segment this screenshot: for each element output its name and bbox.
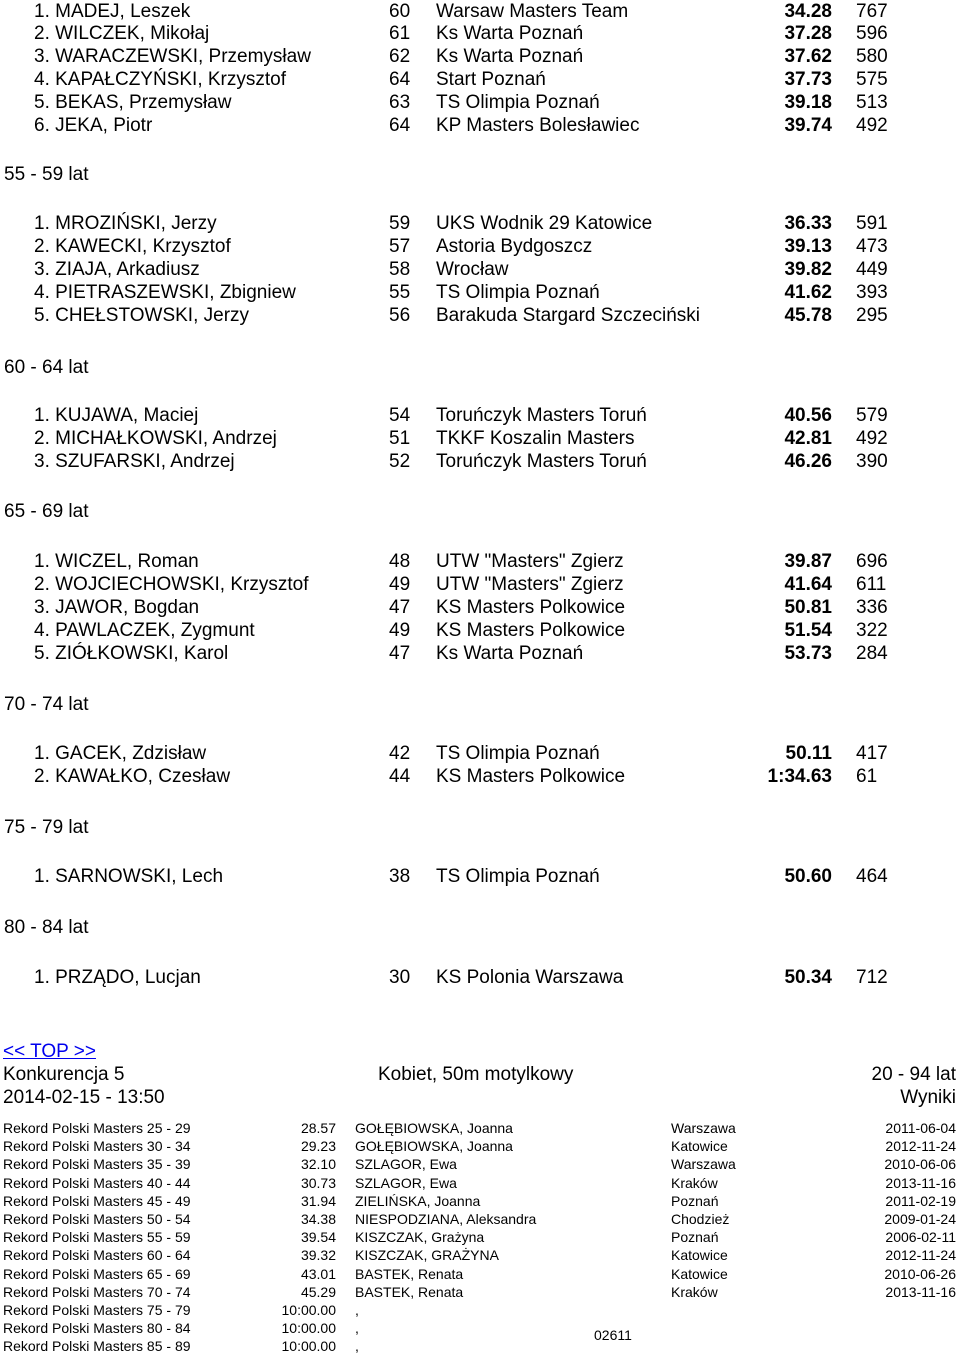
record-label: Rekord Polski Masters 80 - 84	[3, 1320, 191, 1337]
event-datetime: 2014-02-15 - 13:50	[3, 1087, 165, 1108]
record-date: 2013-11-16	[885, 1283, 956, 1300]
swimmer-time: 50.34	[784, 967, 832, 988]
record-city: Warszawa	[671, 1120, 736, 1136]
swimmer-club: KS Masters Polkowice	[436, 597, 626, 618]
swimmer-age: 59	[389, 213, 411, 234]
swimmer-name: 2. KAWAŁKO, Czesław	[34, 766, 231, 787]
swimmer-time: 34.28	[784, 1, 832, 22]
result-row	[0, 966, 960, 990]
record-label: Rekord Polski Masters 35 - 39	[3, 1156, 191, 1173]
swimmer-name: 5. BEKAS, Przemysław	[34, 92, 232, 113]
record-label: Rekord Polski Masters 45 - 49	[3, 1192, 191, 1209]
swimmer-time: 37.73	[784, 69, 832, 90]
age-group-label: 80 - 84 lat	[4, 917, 89, 938]
result-row	[0, 642, 960, 666]
swimmer-age: 58	[389, 259, 411, 280]
swimmer-points: 393	[856, 282, 888, 303]
record-row	[0, 1319, 960, 1337]
swimmer-name: 1. KUJAWA, Maciej	[34, 405, 199, 426]
swimmer-time: 45.78	[784, 305, 832, 326]
record-holder: ,	[355, 1302, 359, 1318]
record-holder: GOŁĘBIOWSKA, Joanna	[355, 1138, 513, 1155]
swimmer-points: 712	[856, 967, 888, 988]
swimmer-time: 39.18	[784, 92, 832, 113]
event-age-range: 20 - 94 lat	[871, 1064, 956, 1085]
record-holder: BASTEK, Renata	[355, 1265, 464, 1282]
swimmer-age: 49	[389, 574, 411, 595]
swimmer-age: 47	[389, 643, 411, 664]
result-row	[0, 114, 960, 138]
swimmer-age: 42	[389, 743, 411, 764]
swimmer-age: 52	[389, 451, 411, 472]
record-holder: BASTEK, Renata	[355, 1283, 464, 1300]
swimmer-club: KP Masters Bolesławiec	[436, 115, 640, 136]
swimmer-points: 464	[856, 866, 888, 887]
swimmer-points: 575	[856, 69, 888, 90]
swimmer-name: 2. WILCZEK, Mikołaj	[34, 23, 210, 44]
swimmer-club: Toruńczyk Masters Toruń	[436, 405, 647, 426]
record-time: 39.54	[300, 1229, 336, 1246]
swimmer-name: 3. ZIAJA, Arkadiusz	[34, 259, 200, 280]
record-city: Chodzież	[671, 1211, 730, 1227]
swimmer-club: Toruńczyk Masters Toruń	[436, 451, 647, 472]
swimmer-points: 591	[856, 213, 888, 234]
record-city: Poznań	[671, 1229, 719, 1246]
swimmer-time: 39.13	[784, 236, 832, 257]
result-row	[0, 281, 960, 305]
swimmer-name: 3. JAWOR, Bogdan	[34, 597, 200, 618]
swimmer-age: 49	[389, 620, 411, 641]
record-city: Katowice	[671, 1247, 728, 1264]
record-label: Rekord Polski Masters 70 - 74	[3, 1283, 191, 1300]
swimmer-time: 53.73	[784, 643, 832, 664]
record-date: 2010-06-26	[884, 1265, 956, 1282]
swimmer-club: KS Polonia Warszawa	[436, 967, 624, 988]
age-group-label: 60 - 64 lat	[4, 357, 89, 378]
result-row	[0, 22, 960, 46]
age-group-label: 65 - 69 lat	[4, 501, 89, 522]
swimmer-time: 46.26	[784, 451, 832, 472]
record-holder: SZLAGOR, Ewa	[355, 1174, 457, 1191]
swimmer-points: 596	[856, 23, 888, 44]
swimmer-age: 47	[389, 597, 411, 618]
swimmer-points: 611	[856, 574, 887, 595]
swimmer-points: 417	[856, 743, 888, 764]
record-row	[0, 1265, 960, 1283]
age-group-label: 70 - 74 lat	[4, 694, 89, 715]
swimmer-name: 6. JEKA, Piotr	[34, 115, 153, 136]
record-row	[0, 1210, 960, 1228]
record-label: Rekord Polski Masters 55 - 59	[3, 1229, 191, 1246]
swimmer-name: 1. MROZIŃSKI, Jerzy	[34, 213, 217, 234]
swimmer-points: 513	[856, 92, 888, 113]
record-time: 29.23	[300, 1138, 336, 1155]
swimmer-time: 1:34.63	[767, 766, 832, 787]
swimmer-points: 580	[856, 46, 888, 67]
swimmer-name: 5. CHEŁSTOWSKI, Jerzy	[34, 305, 250, 326]
record-time: 30.73	[300, 1174, 336, 1191]
swimmer-points: 322	[856, 620, 888, 641]
swimmer-club: KS Masters Polkowice	[436, 766, 626, 787]
event-kind: Wyniki	[900, 1087, 956, 1108]
swimmer-time: 39.74	[784, 115, 832, 136]
result-row	[0, 235, 960, 259]
record-row	[0, 1137, 960, 1155]
result-row	[0, 450, 960, 474]
swimmer-club: UTW "Masters" Zgierz	[436, 551, 624, 572]
swimmer-points: 579	[856, 405, 888, 426]
record-holder: NIESPODZIANA, Aleksandra	[355, 1211, 537, 1227]
swimmer-age: 57	[389, 236, 411, 257]
swimmer-name: 5. ZIÓŁKOWSKI, Karol	[34, 643, 229, 664]
swimmer-time: 39.82	[784, 259, 832, 280]
swimmer-time: 42.81	[784, 428, 832, 449]
record-label: Rekord Polski Masters 25 - 29	[3, 1120, 191, 1136]
event-title: Kobiet, 50m motylkowy	[378, 1064, 574, 1085]
swimmer-club: Astoria Bydgoszcz	[436, 236, 593, 257]
record-holder: SZLAGOR, Ewa	[355, 1156, 457, 1173]
top-link[interactable]: << TOP >>	[3, 1041, 96, 1062]
record-time: 43.01	[300, 1265, 336, 1282]
swimmer-club: Ks Warta Poznań	[436, 23, 584, 44]
swimmer-points: 449	[856, 259, 888, 280]
swimmer-name: 2. MICHAŁKOWSKI, Andrzej	[34, 428, 277, 449]
event-number: Konkurencja 5	[3, 1064, 125, 1085]
swimmer-age: 56	[389, 305, 411, 326]
record-time: 10:00.00	[281, 1320, 336, 1337]
swimmer-points: 336	[856, 597, 888, 618]
swimmer-time: 39.87	[784, 551, 832, 572]
record-holder: KISZCZAK, GRAŻYNA	[355, 1247, 499, 1264]
swimmer-name: 2. WOJCIECHOWSKI, Krzysztof	[34, 574, 309, 595]
swimmer-age: 54	[389, 405, 411, 426]
swimmer-time: 37.28	[784, 23, 832, 44]
swimmer-club: Warsaw Masters Team	[436, 1, 629, 22]
record-label: Rekord Polski Masters 30 - 34	[3, 1138, 191, 1155]
record-time: 10:00.00	[281, 1302, 336, 1318]
swimmer-points: 696	[856, 551, 888, 572]
record-time: 32.10	[300, 1156, 336, 1173]
swimmer-name: 4. PIETRASZEWSKI, Zbigniew	[34, 282, 296, 303]
record-date: 2012-11-24	[885, 1247, 956, 1264]
result-row	[0, 45, 960, 69]
swimmer-club: Ks Warta Poznań	[436, 46, 584, 67]
swimmer-club: TS Olimpia Poznań	[436, 282, 600, 303]
swimmer-age: 60	[389, 1, 411, 22]
record-date: 2009-01-24	[884, 1211, 956, 1227]
swimmer-age: 63	[389, 92, 411, 113]
age-group-label: 75 - 79 lat	[4, 817, 89, 838]
swimmer-name: 3. WARACZEWSKI, Przemysław	[34, 46, 311, 67]
result-row	[0, 427, 960, 451]
record-row	[0, 1228, 960, 1246]
swimmer-club: Barakuda Stargard Szczeciński	[436, 305, 701, 326]
record-label: Rekord Polski Masters 85 - 89	[3, 1338, 191, 1355]
record-time: 39.32	[300, 1247, 336, 1264]
record-city: Warszawa	[671, 1156, 736, 1173]
swimmer-points: 492	[856, 115, 888, 136]
swimmer-time: 50.60	[784, 866, 832, 887]
swimmer-club: Ks Warta Poznań	[436, 643, 584, 664]
swimmer-points: 390	[856, 451, 888, 472]
record-label: Rekord Polski Masters 40 - 44	[3, 1174, 191, 1191]
record-city: Poznań	[671, 1192, 719, 1209]
record-holder: GOŁĘBIOWSKA, Joanna	[355, 1120, 513, 1136]
record-date: 2012-11-24	[885, 1138, 956, 1155]
record-date: 2006-02-11	[885, 1229, 956, 1246]
swimmer-name: 2. KAWECKI, Krzysztof	[34, 236, 231, 257]
result-row	[0, 573, 960, 597]
swimmer-name: 4. PAWLACZEK, Zygmunt	[34, 620, 255, 641]
record-date: 2011-02-19	[885, 1192, 956, 1209]
record-row	[0, 1301, 960, 1319]
result-row	[0, 258, 960, 282]
swimmer-club: Start Poznań	[436, 69, 546, 90]
result-row	[0, 596, 960, 620]
swimmer-age: 62	[389, 46, 411, 67]
swimmer-age: 55	[389, 282, 411, 303]
result-row	[0, 212, 960, 236]
age-group-label: 55 - 59 lat	[4, 164, 89, 185]
record-city: Kraków	[671, 1174, 718, 1191]
swimmer-points: 284	[856, 643, 888, 664]
swimmer-club: TS Olimpia Poznań	[436, 92, 600, 113]
record-time: 28.57	[300, 1120, 336, 1136]
record-label: Rekord Polski Masters 60 - 64	[3, 1247, 191, 1264]
record-row	[0, 1246, 960, 1264]
swimmer-time: 50.11	[785, 743, 832, 764]
swimmer-age: 38	[389, 866, 411, 887]
record-date: 2010-06-06	[884, 1156, 956, 1173]
swimmer-name: 1. SARNOWSKI, Lech	[34, 866, 224, 887]
swimmer-name: 1. PRZĄDO, Lucjan	[34, 967, 201, 988]
record-holder: ,	[355, 1320, 359, 1337]
result-row	[0, 742, 960, 766]
swimmer-age: 61	[389, 23, 411, 44]
record-time: 10:00.00	[281, 1338, 336, 1355]
record-row	[0, 1283, 960, 1301]
swimmer-club: UKS Wodnik 29 Katowice	[436, 213, 653, 234]
record-date: 2011-06-04	[885, 1120, 956, 1136]
swimmer-age: 48	[389, 551, 411, 572]
swimmer-points: 473	[856, 236, 888, 257]
swimmer-time: 36.33	[784, 213, 832, 234]
record-city: Kraków	[671, 1283, 718, 1300]
record-label: Rekord Polski Masters 65 - 69	[3, 1265, 191, 1282]
result-row	[0, 550, 960, 574]
swimmer-club: UTW "Masters" Zgierz	[436, 574, 624, 595]
swimmer-points: 767	[856, 1, 888, 22]
record-time: 31.94	[300, 1192, 336, 1209]
record-date: 2013-11-16	[885, 1174, 956, 1191]
record-holder: ZIELIŃSKA, Joanna	[355, 1192, 481, 1209]
result-row	[0, 765, 960, 789]
result-row	[0, 865, 960, 889]
swimmer-club: TKKF Koszalin Masters	[436, 428, 635, 449]
record-time: 34.38	[300, 1211, 336, 1227]
record-row	[0, 1155, 960, 1173]
record-row	[0, 1174, 960, 1192]
result-row	[0, 68, 960, 92]
result-row	[0, 0, 960, 24]
record-label: Rekord Polski Masters 50 - 54	[3, 1211, 191, 1227]
result-row	[0, 404, 960, 428]
swimmer-age: 64	[389, 69, 411, 90]
swimmer-age: 44	[389, 766, 411, 787]
swimmer-name: 1. GACEK, Zdzisław	[34, 743, 207, 764]
swimmer-points: 295	[856, 305, 888, 326]
swimmer-name: 4. KAPAŁCZYŃSKI, Krzysztof	[34, 69, 287, 90]
result-row	[0, 304, 960, 328]
swimmer-time: 37.62	[784, 46, 832, 67]
swimmer-time: 51.54	[784, 620, 832, 641]
swimmer-club: KS Masters Polkowice	[436, 620, 626, 641]
swimmer-name: 1. WICZEL, Roman	[34, 551, 199, 572]
record-row	[0, 1337, 960, 1355]
record-label: Rekord Polski Masters 75 - 79	[3, 1302, 191, 1318]
swimmer-age: 30	[389, 967, 411, 988]
record-holder: KISZCZAK, Grażyna	[355, 1229, 485, 1246]
swimmer-name: 1. MADEJ, Leszek	[34, 1, 191, 22]
swimmer-points: 61	[856, 766, 878, 787]
record-city: Katowice	[671, 1138, 728, 1155]
swimmer-time: 50.81	[784, 597, 832, 618]
swimmer-club: TS Olimpia Poznań	[436, 866, 600, 887]
result-row	[0, 619, 960, 643]
record-row	[0, 1119, 960, 1137]
swimmer-points: 492	[856, 428, 888, 449]
result-row	[0, 91, 960, 115]
swimmer-time: 40.56	[784, 405, 832, 426]
footer-code: 02611	[594, 1327, 632, 1343]
swimmer-age: 64	[389, 115, 411, 136]
swimmer-club: TS Olimpia Poznań	[436, 743, 600, 764]
swimmer-name: 3. SZUFARSKI, Andrzej	[34, 451, 235, 472]
swimmer-club: Wrocław	[436, 259, 509, 280]
record-city: Katowice	[671, 1265, 728, 1282]
swimmer-time: 41.64	[784, 574, 832, 595]
record-time: 45.29	[300, 1283, 336, 1300]
record-row	[0, 1192, 960, 1210]
swimmer-age: 51	[389, 428, 411, 449]
record-holder: ,	[355, 1338, 359, 1355]
swimmer-time: 41.62	[784, 282, 832, 303]
